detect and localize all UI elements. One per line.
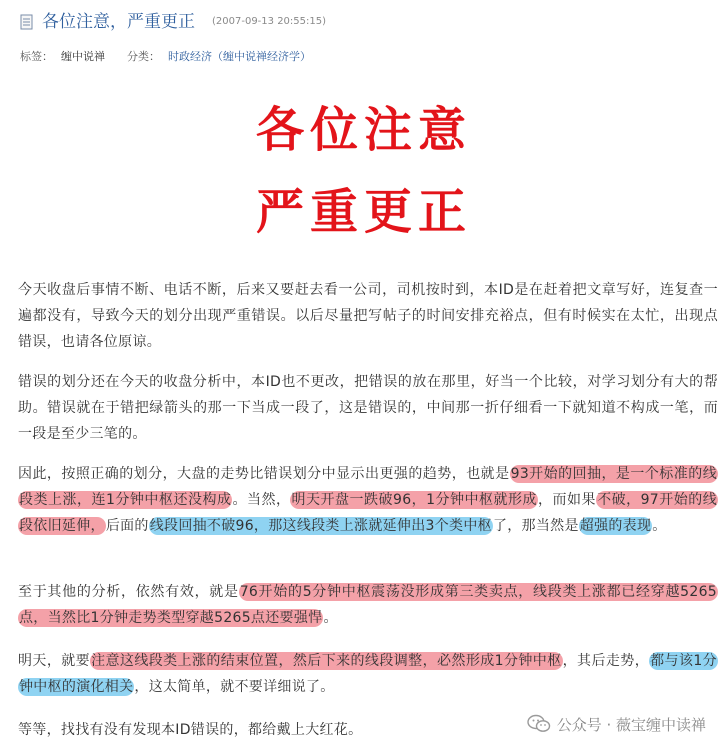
document-icon — [20, 14, 34, 30]
watermark — [523, 711, 710, 737]
headline-line1: 各位注意 — [255, 102, 472, 158]
highlight-red: 76开始的5分钟中枢震荡没形成第三类卖点，线段类上涨都已经穿越5265点，当然比1分钟走势类型穿越5265点还要强悍 — [19, 584, 717, 626]
category-link[interactable]: 时政经济（缠中说禅经济学） — [168, 50, 311, 63]
highlight-blue: 都与该1分钟中枢的演化相关 — [19, 653, 717, 695]
text-span: ，而如果 — [538, 492, 597, 508]
text-span: 。 — [652, 518, 667, 534]
paragraph-2: 错误的划分还在今天的收盘分析中，本ID也不更改，把错误的放在那里，好当一个比较，对学习划分有大的帮助。错误就在于错把绿箭头的那一下当成一段了，这是错误的，中间那一折仔细看一下就知道不构成一笔，而一段是至少三笔的。 — [18, 374, 718, 442]
text-span: 因此，按照正确的划分，大盘的走势比错误划分中显示出更强的趋势，也就是 — [18, 466, 510, 482]
post-title: 各位注意，严重更正 — [42, 12, 195, 32]
highlight-red: 明天开盘一跌破96，1分钟中枢就形成 — [291, 492, 538, 508]
wechat-icon — [527, 714, 551, 734]
headline-line2: 严重更正 — [255, 184, 472, 240]
highlight-red: 93开始的回抽，是一个标准的线段类上涨，连1分钟中枢还没构成 — [19, 466, 717, 508]
highlight-red: 注意这线段类上涨的结束位置，然后下来的线段调整，必然形成1分钟中枢 — [91, 653, 562, 669]
highlight-blue: 线段回抽不破96，那这线段类上涨就延伸出3个类中枢 — [149, 518, 492, 534]
category-label: 分类： — [127, 50, 160, 63]
post-meta — [20, 50, 311, 64]
paragraph-3 — [18, 461, 718, 539]
text-span: 。当然， — [232, 492, 291, 508]
paragraph-4 — [18, 579, 718, 631]
highlight-red: 不破，97开始的线段依旧延伸， — [19, 492, 717, 534]
tag-link[interactable]: 缠中说禅 — [61, 50, 105, 63]
text-span: ，其后走势， — [562, 653, 650, 669]
post-timestamp: (2007-09-13 20:55:15) — [212, 16, 327, 27]
post-header — [14, 10, 718, 36]
highlight-blue: 超强的表现 — [579, 518, 652, 534]
paragraph-5 — [18, 648, 718, 700]
text-span: 了，那当然是 — [492, 518, 579, 534]
paragraph-6: 等等，找找有没有发现本ID错误的，都给戴上大红花。 — [18, 722, 363, 738]
watermark-text: 公众号 · 薇宝缠中读禅 — [556, 715, 706, 734]
text-span: 。 — [323, 610, 338, 626]
text-span: 至于其他的分析，依然有效，就是 — [18, 584, 239, 600]
text-span: 明天，就要 — [18, 653, 91, 669]
text-span: ，这太简单，就不要详细说了。 — [134, 679, 335, 695]
text-span: 后面的 — [105, 518, 149, 534]
paragraph-1: 今天收盘后事情不断、电话不断，后来又要赶去看一公司，司机按时到，本ID是在赶着把文章写好，连复查一遍都没有，导致今天的划分出现严重错误。以后尽量把写帖子的时间安排充裕点，但有时候实在太忙，出现点错误，也请各位原谅。 — [18, 282, 718, 350]
tag-label: 标签： — [20, 50, 53, 63]
